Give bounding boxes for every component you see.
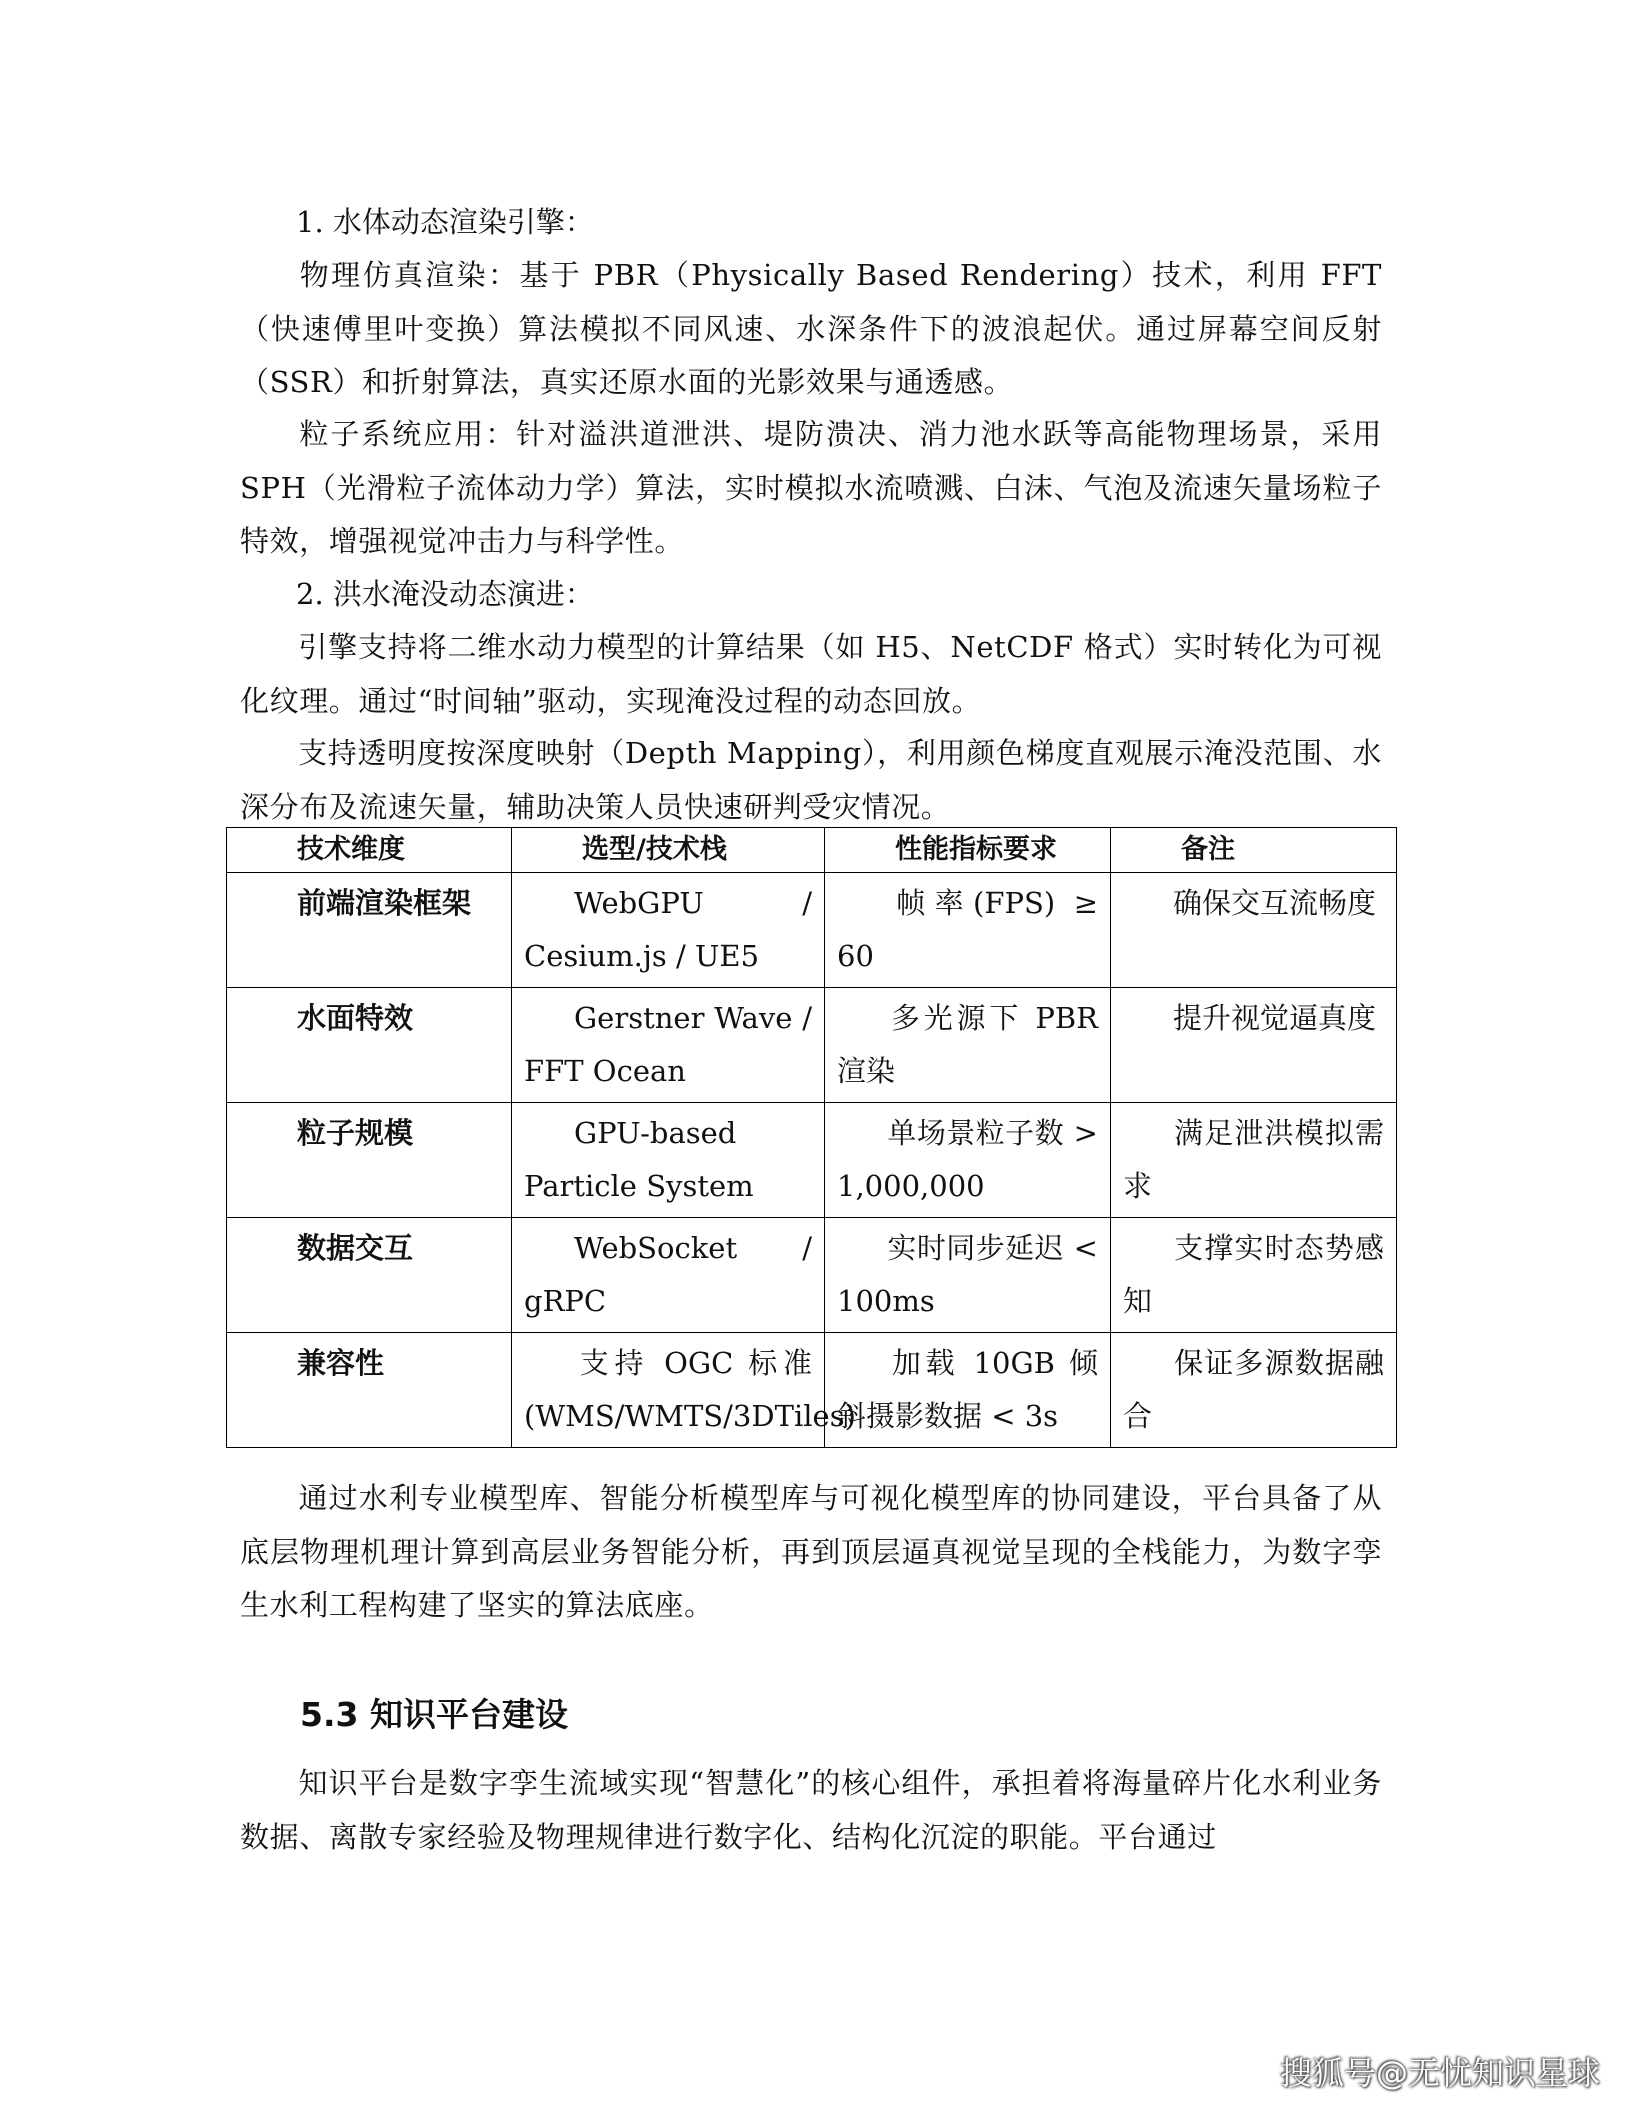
paragraph-depth-mapping-text: 支持透明度按深度映射（Depth Mapping），利用颜色梯度直观展示淹没范围、水深分布及流速矢量，辅助决策人员快速研判受灾情况。 (240, 736, 1382, 824)
cell-metric: 多光源下 PBR 渲染 (825, 988, 1111, 1103)
paragraph-knowledge-platform-text: 知识平台是数字孪生流域实现“智慧化”的核心组件，承担着将海量碎片化水利业务数据、离散专家经验及物理规律进行数字化、结构化沉淀的职能。平台通过 (240, 1766, 1382, 1854)
cell-stack: Gerstner Wave / FFT Ocean (512, 988, 825, 1103)
table-row (227, 1103, 1397, 1218)
table-header-row (227, 828, 1397, 873)
cell-note: 提升视觉逼真度 (1111, 988, 1397, 1103)
cell-metric: 单场景粒子数 > 1,000,000 (825, 1103, 1111, 1218)
table-row (227, 1333, 1397, 1448)
cell-dimension: 水面特效 (227, 988, 512, 1103)
cell-note: 保证多源数据融合 (1111, 1333, 1397, 1448)
cell-metric: 实时同步延迟 < 100ms (825, 1218, 1111, 1333)
paragraph-depth-mapping (240, 727, 1382, 834)
paragraph-summary (240, 1472, 1382, 1633)
cell-dimension: 前端渲染框架 (227, 873, 512, 988)
paragraph-pbr (240, 249, 1382, 410)
cell-note: 确保交互流畅度 (1111, 873, 1397, 988)
table-row (227, 988, 1397, 1103)
paragraph-flood-engine-text: 引擎支持将二维水动力模型的计算结果（如 H5、NetCDF 格式）实时转化为可视化纹理。通过“时间轴”驱动，实现淹没过程的动态回放。 (240, 630, 1382, 718)
cell-dimension: 数据交互 (227, 1218, 512, 1333)
paragraph-particles (240, 408, 1382, 569)
cell-stack: 支持 OGC 标准(WMS/WMTS/3DTiles) (512, 1333, 825, 1448)
section-title-5-3: 5.3 知识平台建设 (300, 1695, 568, 1734)
paragraph-pbr-text: 物理仿真渲染：基于 PBR（Physically Based Rendering）技术，利用 FFT（快速傅里叶变换）算法模拟不同风速、水深条件下的波浪起伏。通过屏幕空间反射（SSR）和折射算法，真实还原水面的光影效果与通透感。 (240, 258, 1382, 399)
cell-note: 满足泄洪模拟需求 (1111, 1103, 1397, 1218)
table-row (227, 873, 1397, 988)
header-stack: 选型/技术栈 (512, 828, 825, 873)
tech-spec-table (226, 827, 1397, 1448)
paragraph-summary-text: 通过水利专业模型库、智能分析模型库与可视化模型库的协同建设，平台具备了从底层物理机理计算到高层业务智能分析，再到顶层逼真视觉呈现的全栈能力，为数字孪生水利工程构建了坚实的算法底座。 (240, 1481, 1382, 1622)
cell-dimension: 粒子规模 (227, 1103, 512, 1218)
cell-stack: GPU-based Particle System (512, 1103, 825, 1218)
cell-note: 支撑实时态势感知 (1111, 1218, 1397, 1333)
table-row (227, 1218, 1397, 1333)
header-metric: 性能指标要求 (825, 828, 1111, 873)
cell-stack: WebGPU / Cesium.js / UE5 (512, 873, 825, 988)
header-dimension: 技术维度 (227, 828, 512, 873)
watermark: 搜狐号@无忧知识星球 (1279, 2054, 1600, 2092)
paragraph-knowledge-platform (240, 1757, 1382, 1864)
cell-stack: WebSocket / gRPC (512, 1218, 825, 1333)
paragraph-flood-engine (240, 621, 1382, 728)
header-note: 备注 (1111, 828, 1397, 873)
list-item-1: 1. 水体动态渲染引擎： (296, 205, 594, 239)
cell-metric: 帧率(FPS) ≥ 60 (825, 873, 1111, 988)
cell-metric: 加载 10GB 倾斜摄影数据 < 3s (825, 1333, 1111, 1448)
cell-dimension: 兼容性 (227, 1333, 512, 1448)
list-item-2: 2. 洪水淹没动态演进： (296, 577, 594, 611)
paragraph-particles-text: 粒子系统应用：针对溢洪道泄洪、堤防溃决、消力池水跃等高能物理场景，采用 SPH（光滑粒子流体动力学）算法，实时模拟水流喷溅、白沫、气泡及流速矢量场粒子特效，增强视觉冲击力与科学性。 (240, 417, 1382, 558)
